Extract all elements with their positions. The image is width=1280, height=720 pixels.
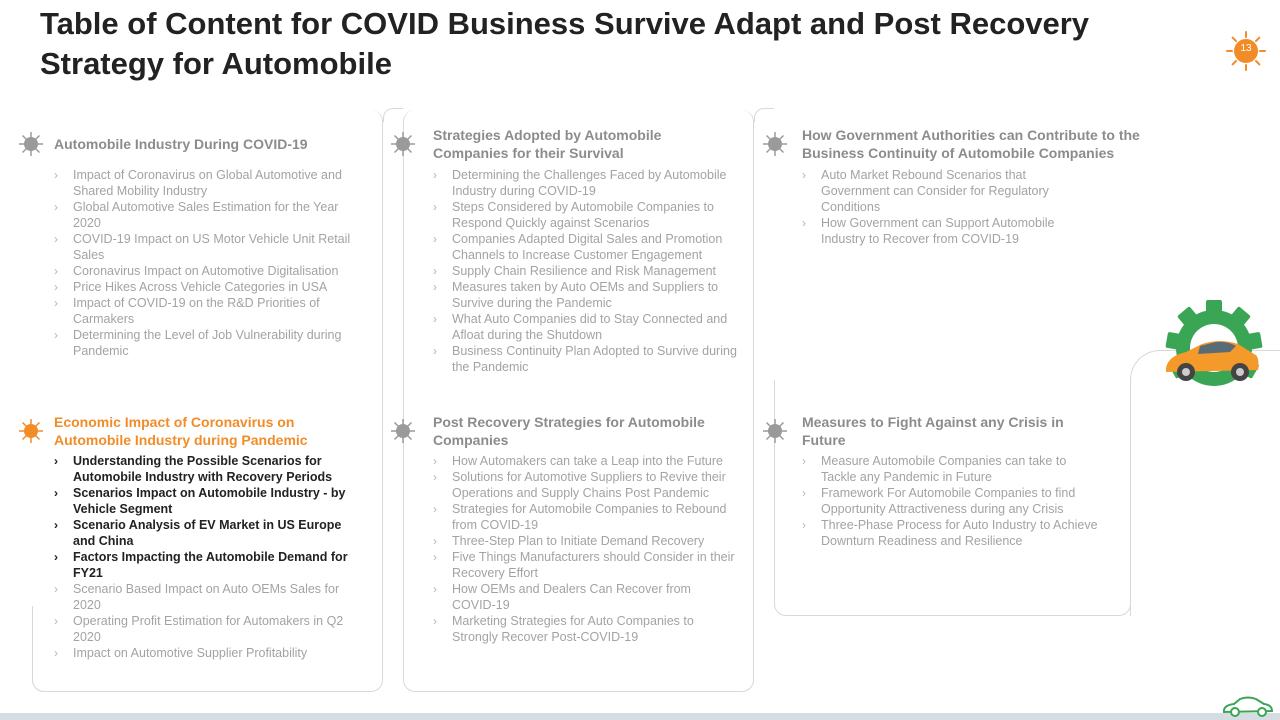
virus-icon [390, 418, 416, 444]
list-item[interactable]: › Companies Adapted Digital Sales and Promotion Channels to Increase Customer Engagement [433, 231, 738, 263]
column-frame-connector [383, 108, 403, 122]
list-item[interactable]: › Global Automotive Sales Estimation for the Year 2020 [54, 199, 364, 231]
list-item[interactable]: › Framework For Automobile Companies to find Opportunity Attractiveness during any Crisis [802, 485, 1102, 517]
list-item[interactable]: › Factors Impacting the Automobile Demand for FY21 [54, 549, 364, 581]
section-item-list [54, 167, 364, 359]
list-item[interactable]: › Impact of Coronavirus on Global Automotive and Shared Mobility Industry [54, 167, 364, 199]
list-item[interactable]: › Strategies for Automobile Companies to Rebound from COVID-19 [433, 501, 738, 533]
section-heading: Automobile Industry During COVID-19 [54, 136, 308, 152]
gear-car-illustration [1160, 300, 1270, 390]
list-item[interactable]: › Impact of COVID-19 on the R&D Priorities of Carmakers [54, 295, 364, 327]
list-item[interactable]: › Business Continuity Plan Adopted to Survive during the Pandemic [433, 343, 738, 375]
list-item[interactable]: › Understanding the Possible Scenarios for Automobile Industry with Recovery Periods [54, 453, 364, 485]
list-item[interactable]: › Scenario Analysis of EV Market in US Europe and China [54, 517, 364, 549]
section-heading: How Government Authorities can Contribute to the Business Continuity of Automobile Companies [802, 127, 1140, 161]
list-item[interactable]: › Measures taken by Auto OEMs and Suppliers to Survive during the Pandemic [433, 279, 738, 311]
section-item-list [54, 453, 364, 661]
list-item[interactable]: › Three-Step Plan to Initiate Demand Recovery [433, 533, 738, 549]
list-item[interactable]: › Operating Profit Estimation for Automakers in Q2 2020 [54, 613, 364, 645]
column-frame-left-corner [32, 606, 52, 692]
section-item-list [433, 167, 738, 375]
list-item[interactable]: › Impact on Automotive Supplier Profitability [54, 645, 364, 661]
list-item[interactable]: › Measure Automobile Companies can take to Tackle any Pandemic in Future [802, 453, 1102, 485]
page-number-badge [1226, 31, 1266, 71]
list-item[interactable]: › Five Things Manufacturers should Consider in their Recovery Effort [433, 549, 738, 581]
section-item-list [433, 453, 738, 645]
virus-icon [18, 131, 44, 157]
list-item[interactable]: › Marketing Strategies for Auto Companies to Strongly Recover Post-COVID-19 [433, 613, 738, 645]
virus-icon [762, 131, 788, 157]
list-item[interactable]: › Three-Phase Process for Auto Industry to Achieve Downturn Readiness and Resilience [802, 517, 1102, 549]
list-item[interactable]: › Steps Considered by Automobile Companies to Respond Quickly against Scenarios [433, 199, 738, 231]
list-item[interactable]: › Coronavirus Impact on Automotive Digitalisation [54, 263, 364, 279]
section-heading: Post Recovery Strategies for Automobile Companies [433, 414, 705, 448]
list-item[interactable]: › Supply Chain Resilience and Risk Management [433, 263, 738, 279]
section-item-list [802, 167, 1077, 247]
virus-icon [762, 418, 788, 444]
page-number: 13 [1240, 43, 1252, 54]
list-item[interactable]: › How OEMs and Dealers Can Recover from COVID-19 [433, 581, 738, 613]
list-item[interactable]: › Solutions for Automotive Suppliers to Revive their Operations and Supply Chains Post Pandemic [433, 469, 738, 501]
page-title: Table of Content for COVID Business Survive Adapt and Post Recovery Strategy for Automobile [40, 6, 1090, 81]
list-item[interactable]: › Scenario Based Impact on Auto OEMs Sales for 2020 [54, 581, 364, 613]
list-item[interactable]: › Auto Market Rebound Scenarios that Government can Consider for Regulatory Conditions [802, 167, 1077, 215]
list-item[interactable]: › How Government can Support Automobile Industry to Recover from COVID-19 [802, 215, 1077, 247]
virus-icon [390, 131, 416, 157]
list-item[interactable]: › Determining the Level of Job Vulnerability during Pandemic [54, 327, 364, 359]
list-item[interactable]: › What Auto Companies did to Stay Connected and Afloat during the Shutdown [433, 311, 738, 343]
footer-bar [0, 713, 1280, 720]
car-icon [1222, 694, 1274, 718]
list-item[interactable]: › How Automakers can take a Leap into the Future [433, 453, 738, 469]
section-heading: Measures to Fight Against any Crisis in Future [802, 414, 1064, 448]
section-heading-active: Economic Impact of Coronavirus on Automobile Industry during Pandemic [54, 414, 308, 448]
section-heading: Strategies Adopted by Automobile Companies for their Survival [433, 127, 662, 161]
column-frame-connector [754, 108, 774, 122]
section-item-list [802, 453, 1102, 549]
list-item[interactable]: › Scenarios Impact on Automobile Industry - by Vehicle Segment [54, 485, 364, 517]
list-item[interactable]: › COVID-19 Impact on US Motor Vehicle Unit Retail Sales [54, 231, 364, 263]
list-item[interactable]: › Price Hikes Across Vehicle Categories in USA [54, 279, 364, 295]
list-item[interactable]: › Determining the Challenges Faced by Automobile Industry during COVID-19 [433, 167, 738, 199]
virus-icon-active [18, 418, 44, 444]
